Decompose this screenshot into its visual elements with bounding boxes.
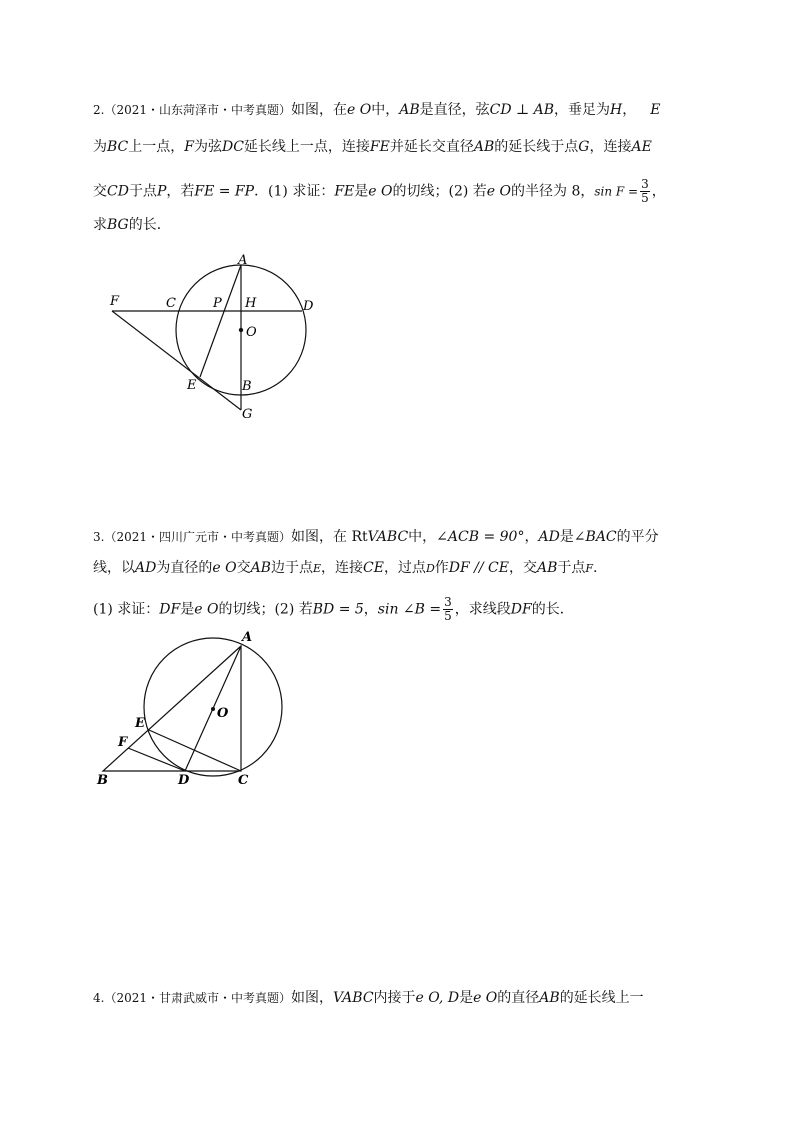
p2-label-f: F: [110, 294, 120, 309]
p3-line-3: (1) 求证：DF是e O的切线；(2) 若BD = 5，sin ∠B = $\frac{3}{5}$ ，求线段DF的长．: [93, 595, 574, 623]
p2-source: 2.（2021・山东菏泽市・中考真题）: [93, 103, 291, 117]
p3-label-f: F: [118, 735, 128, 750]
p2-line-2: 为BC上一点，F为弦DC延长线上一点，连接FE并延长交直径AB的延长线于点G，连接AE: [93, 139, 652, 155]
p3-label-e: E: [135, 716, 145, 731]
p3-center-dot: [211, 707, 215, 711]
p3-label-o: O: [217, 706, 229, 721]
p2-fraction: $\frac{3}{5}$: [641, 177, 649, 205]
p4-source: 4.（2021・甘肃武威市・中考真题）: [93, 991, 291, 1005]
p2-label-e: E: [187, 378, 197, 393]
p2-label-c: C: [166, 296, 176, 311]
p2-label-b: B: [242, 379, 252, 394]
p2-label-d: D: [303, 299, 314, 314]
p3-line-2: 线，以AD为直径的e O交AB边于点E，连接CE，过点D作DF // CE，交AB于点F.: [93, 560, 598, 576]
p3-label-a: A: [242, 630, 253, 645]
p3-fraction: $\frac{3}{5}$: [444, 595, 452, 623]
p3-line-1: 3.（2021・四川广元市・中考真题）如图，在 RtVABC中，∠ACB = 90°，AD是∠BAC的平分: [93, 529, 659, 545]
p2-label-g: G: [242, 407, 253, 422]
p2-line-ae: [200, 265, 241, 377]
p2-line-4: 求BG的长．: [93, 217, 171, 233]
p2-figure: [100, 250, 330, 425]
p2-label-a: A: [238, 253, 248, 268]
p3-label-c: C: [238, 773, 249, 788]
p3-line-ce: [149, 730, 241, 771]
p2-center-dot: [239, 328, 243, 332]
p2-label-h: H: [245, 296, 257, 311]
p2-label-p: P: [213, 296, 222, 311]
p3-line-df: [128, 748, 185, 771]
p3-figure: [92, 628, 292, 790]
p4-line-1: 4.（2021・甘肃武威市・中考真题）如图，VABC内接于e O, D是e O的直径AB的延长线上一: [93, 990, 644, 1006]
p2-line-1: 2.（2021・山东菏泽市・中考真题）如图，在e O中，AB是直径，弦CD ⊥ AB，垂足为H， E: [93, 102, 661, 118]
p2-label-o: O: [246, 325, 257, 340]
p2-line-3: 交CD于点P，若FE = FP．(1) 求证：FE是e O的切线；(2) 若e O的半径为 8，sin F = $\frac{3}{5}$ ，: [93, 177, 666, 205]
p3-source: 3.（2021・四川广元市・中考真题）: [93, 530, 291, 544]
p3-label-b: B: [97, 773, 108, 788]
p3-label-d: D: [178, 773, 190, 788]
